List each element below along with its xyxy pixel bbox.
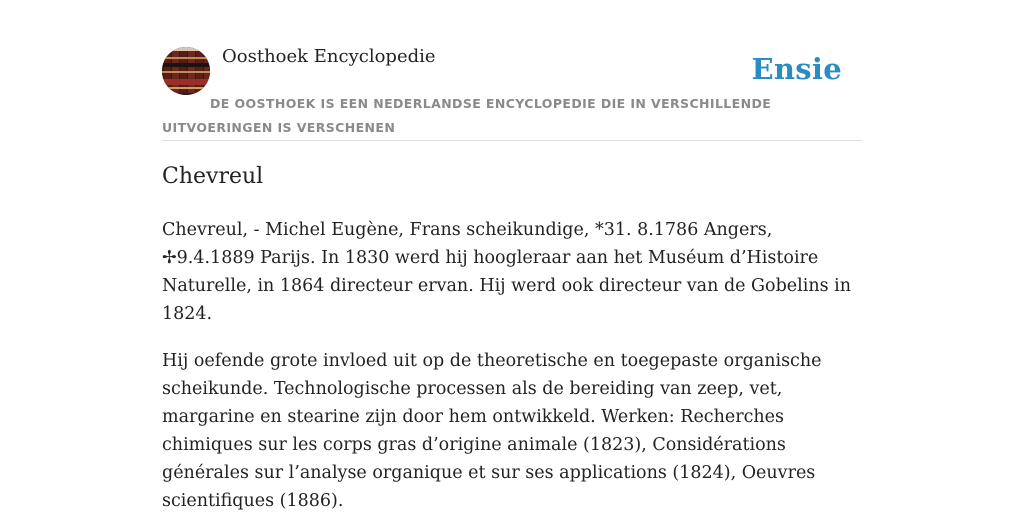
- encyclopedia-books-avatar[interactable]: [162, 47, 210, 95]
- brand-logo[interactable]: Ensie: [751, 52, 842, 86]
- article-title: Chevreul: [162, 164, 264, 189]
- books-icon: [162, 47, 210, 95]
- article-paragraph: Chevreul, - Michel Eugène, Frans scheikundige, *31. 8.1786 Angers, ✢9.4.1889 Parijs. In 1830 werd hij hoogleraar aan het Muséum d’Histoire Naturelle, in 1864 directeur ervan. Hij werd ook directeur van de Gobelins in 1824.: [162, 220, 852, 324]
- page-container: [162, 0, 862, 511]
- site-title[interactable]: Oosthoek Encyclopedie: [222, 46, 436, 67]
- site-tagline: DE OOSTHOEK IS EEN NEDERLANDSE ENCYCLOPEDIE DIE IN VERSCHILLENDE UITVOERINGEN IS VERSCHENEN: [162, 96, 772, 135]
- article-body: [162, 216, 862, 512]
- site-header: [162, 0, 862, 141]
- article-paragraph: Hij oefende grote invloed uit op de theoretische en toegepaste organische scheikunde. Technologische processen als de bereiding van zeep, vet, margarine en stearine zijn door hem ontwikkeld. Werken: Recherches chimiques sur les corps gras d’origine animale (1823), Considérations générales sur l’analyse organique et sur ses applications (1824), Oeuvres scientifiques (1886).: [162, 351, 822, 511]
